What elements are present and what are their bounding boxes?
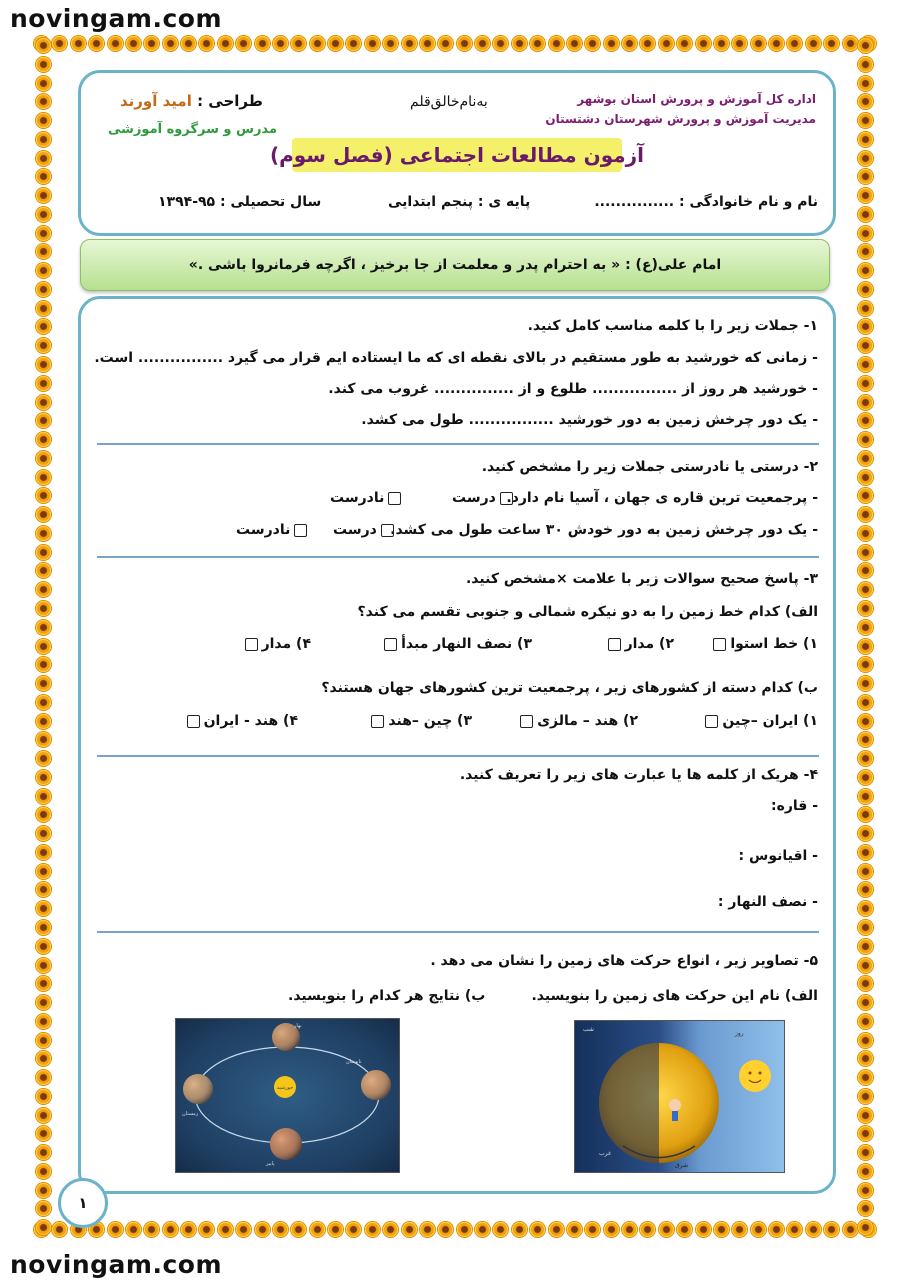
checkbox-icon[interactable]: [705, 715, 718, 728]
sunflower-icon: [291, 1222, 306, 1237]
sunflower-icon: [36, 1108, 51, 1123]
sunflower-icon: [858, 976, 873, 991]
sunflower-icon: [36, 395, 51, 410]
checkbox-icon[interactable]: [371, 715, 384, 728]
sunflower-icon: [659, 36, 674, 51]
sunflower-icon: [858, 169, 873, 184]
sunflower-icon: [858, 920, 873, 935]
exam-title: آزمون مطالعات اجتماعی (فصل سوم): [292, 138, 622, 172]
q3b-option[interactable]: ۴) هند - ایران: [183, 713, 298, 729]
sunflower-icon: [858, 1183, 873, 1198]
sunflower-icon: [108, 36, 123, 51]
sunflower-icon: [36, 1033, 51, 1048]
sunflower-icon: [858, 38, 873, 53]
q4-term: - اقیانوس :: [738, 848, 818, 864]
watermark-top: novingam.com: [10, 4, 222, 33]
sunflower-icon: [36, 1070, 51, 1085]
sunflower-icon: [36, 601, 51, 616]
sunflower-icon: [365, 36, 380, 51]
sunflower-icon: [365, 1222, 380, 1237]
sunflower-icon: [36, 939, 51, 954]
q3b-option[interactable]: ۳) چین –هند: [367, 713, 472, 729]
year-label: سال تحصیلی : ۹۵-۱۳۹۴: [158, 194, 322, 210]
sunflower-icon: [640, 1222, 655, 1237]
sunflower-icon: [36, 1201, 51, 1216]
sunflower-icon: [858, 1126, 873, 1141]
sunflower-icon: [858, 714, 873, 729]
night-label: شب: [583, 1026, 594, 1033]
sunflower-icon: [858, 319, 873, 334]
sunflower-icon: [218, 36, 233, 51]
sunflower-icon: [144, 36, 159, 51]
sunflower-icon: [36, 376, 51, 391]
q5-part-a: الف) نام این حرکت های زمین را بنویسید.: [531, 988, 818, 1004]
sunflower-icon: [585, 1222, 600, 1237]
sunflower-icon: [858, 695, 873, 710]
sunflower-icon: [163, 36, 178, 51]
sunflower-icon: [858, 1070, 873, 1085]
sunflower-icon: [714, 36, 729, 51]
sunflower-icon: [858, 620, 873, 635]
sunflower-icon: [36, 751, 51, 766]
sunflower-icon: [36, 732, 51, 747]
sunflower-icon: [438, 1222, 453, 1237]
sunflower-icon: [858, 582, 873, 597]
q3b-option[interactable]: ۱) ایران –چین: [701, 713, 818, 729]
sunflower-icon: [346, 1222, 361, 1237]
sunflower-icon: [36, 38, 51, 53]
office-line-2: مدیریت آموزش و پرورش شهرستان دشتستان: [545, 112, 816, 126]
sunflower-icon: [199, 36, 214, 51]
checkbox-icon[interactable]: [187, 715, 200, 728]
sunflower-icon: [36, 244, 51, 259]
sunflower-icon: [858, 939, 873, 954]
sunflower-icon: [36, 507, 51, 522]
sunflower-icon: [858, 770, 873, 785]
sunflower-icon: [858, 226, 873, 241]
sunflower-icon: [36, 807, 51, 822]
sunflower-icon: [858, 470, 873, 485]
sunflower-icon: [36, 1051, 51, 1066]
sunflower-icon: [36, 151, 51, 166]
sunflower-icon: [769, 36, 784, 51]
checkbox-icon[interactable]: [381, 524, 394, 537]
sunflower-icon: [858, 732, 873, 747]
sunflower-icon: [567, 36, 582, 51]
sunflower-icon: [787, 1222, 802, 1237]
sunflower-icon: [36, 451, 51, 466]
sunflower-icon: [310, 36, 325, 51]
q2-title: ۲- درستی یا نادرستی جملات زیر را مشخص کنید.: [481, 459, 818, 475]
sunflower-icon: [530, 1222, 545, 1237]
sunflower-icon: [218, 1222, 233, 1237]
sunflower-icon: [858, 958, 873, 973]
sunflower-icon: [604, 36, 619, 51]
sunflower-icon: [858, 376, 873, 391]
sunflower-icon: [236, 1222, 251, 1237]
sunflower-icon: [512, 1222, 527, 1237]
sunflower-icon: [806, 1222, 821, 1237]
designer: [120, 92, 263, 110]
sunflower-icon: [769, 1222, 784, 1237]
q3a-option[interactable]: ۱) خط استوا: [709, 636, 818, 652]
border-bottom: [34, 1222, 876, 1242]
sunflower-icon: [858, 113, 873, 128]
q2-item1-true[interactable]: درست: [452, 490, 517, 506]
sunflower-icon: [858, 301, 873, 316]
sunflower-icon: [36, 188, 51, 203]
sunflower-icon: [36, 770, 51, 785]
sunflower-icon: [858, 807, 873, 822]
sunflower-icon: [512, 36, 527, 51]
sunflower-icon: [36, 582, 51, 597]
sunflower-icon: [858, 207, 873, 222]
q2-item: - یک دور چرخش زمین به دور خودش ۳۰ ساعت طول می کشد.: [390, 522, 818, 538]
basmala: به‌نام‌خالق‌قلم: [410, 94, 488, 110]
sunflower-icon: [858, 1051, 873, 1066]
sunflower-icon: [567, 1222, 582, 1237]
east-label: شرق: [675, 1162, 688, 1169]
sunflower-icon: [36, 657, 51, 672]
sunflower-icon: [383, 36, 398, 51]
sunflower-icon: [291, 36, 306, 51]
sunflower-icon: [549, 1222, 564, 1237]
sunflower-icon: [732, 1222, 747, 1237]
q3b-option[interactable]: ۲) هند – مالزی: [516, 713, 638, 729]
sunflower-icon: [36, 338, 51, 353]
sunflower-icon: [858, 451, 873, 466]
sunflower-icon: [858, 1033, 873, 1048]
name-field[interactable]: نام و نام خانوادگی : ...............: [594, 194, 818, 210]
checkbox-icon[interactable]: [245, 638, 258, 651]
sunflower-icon: [622, 1222, 637, 1237]
sunflower-icon: [36, 413, 51, 428]
sunflower-icon: [858, 507, 873, 522]
earth-orbit-image: [175, 1018, 400, 1173]
sunflower-icon: [858, 188, 873, 203]
sunflower-icon: [36, 1145, 51, 1160]
sunflower-icon: [858, 639, 873, 654]
sunflower-icon: [36, 976, 51, 991]
q1-title: ۱- جملات زیر را با کلمه مناسب کامل کنید.: [527, 318, 818, 334]
sunflower-icon: [858, 601, 873, 616]
sunflower-icon: [36, 94, 51, 109]
sunflower-icon: [36, 1014, 51, 1029]
sunflower-icon: [402, 36, 417, 51]
sunflower-icon: [36, 826, 51, 841]
sunflower-icon: [858, 395, 873, 410]
q3a-question: الف) کدام خط زمین را به دو نیکره شمالی و جنوبی تقسم می کند؟: [357, 604, 818, 620]
checkbox-icon[interactable]: [500, 492, 513, 505]
sunflower-icon: [383, 1222, 398, 1237]
sunflower-icon: [36, 301, 51, 316]
sunflower-icon: [858, 545, 873, 560]
sunflower-icon: [696, 1222, 711, 1237]
autumn-label: پاییز: [266, 1161, 275, 1167]
sunflower-icon: [255, 1222, 270, 1237]
sunflower-icon: [36, 526, 51, 541]
sunflower-icon: [36, 676, 51, 691]
checkbox-icon[interactable]: [294, 524, 307, 537]
sunflower-icon: [36, 432, 51, 447]
sunflower-icon: [36, 113, 51, 128]
sunflower-icon: [36, 319, 51, 334]
sunflower-icon: [858, 995, 873, 1010]
sunflower-icon: [858, 94, 873, 109]
spring-label: بهار: [294, 1023, 302, 1029]
sunflower-icon: [824, 36, 839, 51]
sunflower-icon: [36, 226, 51, 241]
sunflower-icon: [36, 169, 51, 184]
separator: [97, 931, 819, 933]
sunflower-icon: [36, 1183, 51, 1198]
border-right: [858, 38, 878, 1236]
sunflower-icon: [310, 1222, 325, 1237]
watermark-bottom: novingam.com: [10, 1250, 222, 1279]
border-top: [34, 36, 876, 56]
quote-banner: امام علی(ع) : « به احترام پدر و معلمت از جا برخیز ، اگرچه فرمانروا باشی .»: [80, 239, 830, 291]
sunflower-icon: [858, 1145, 873, 1160]
sunflower-icon: [199, 1222, 214, 1237]
sunflower-icon: [530, 36, 545, 51]
q3a-option[interactable]: ۳) نصف النهار مبدأ: [380, 636, 532, 652]
sunflower-icon: [858, 1108, 873, 1123]
q2-item2-false[interactable]: نادرست: [236, 522, 311, 538]
sunflower-icon: [858, 789, 873, 804]
sunflower-icon: [714, 1222, 729, 1237]
sunflower-icon: [858, 57, 873, 72]
sunflower-icon: [402, 1222, 417, 1237]
sunflower-icon: [858, 1089, 873, 1104]
sunflower-icon: [144, 1222, 159, 1237]
sunflower-icon: [255, 36, 270, 51]
sunflower-icon: [858, 882, 873, 897]
sunflower-icon: [858, 864, 873, 879]
sunflower-icon: [36, 488, 51, 503]
grade-label: پایه ی : پنجم ابتدایی: [388, 194, 531, 210]
sunflower-icon: [36, 620, 51, 635]
sunflower-icon: [36, 1089, 51, 1104]
sunflower-icon: [858, 1220, 873, 1235]
sunflower-icon: [36, 864, 51, 879]
sunflower-icon: [858, 901, 873, 916]
sunflower-icon: [824, 1222, 839, 1237]
sunflower-icon: [549, 36, 564, 51]
sunflower-icon: [858, 1164, 873, 1179]
sunflower-icon: [36, 1164, 51, 1179]
q1-line: - خورشید هر روز از ................ طلوع و از ............... غروب می کند.: [328, 381, 818, 397]
checkbox-icon[interactable]: [384, 638, 397, 651]
sunflower-icon: [181, 36, 196, 51]
sunflower-icon: [659, 1222, 674, 1237]
sunflower-icon: [236, 36, 251, 51]
sunflower-icon: [493, 1222, 508, 1237]
sunflower-icon: [858, 338, 873, 353]
sunflower-icon: [858, 563, 873, 578]
sunflower-icon: [858, 132, 873, 147]
sunflower-icon: [475, 1222, 490, 1237]
sunflower-icon: [126, 1222, 141, 1237]
separator: [97, 556, 819, 558]
sunflower-icon: [273, 36, 288, 51]
sunflower-icon: [457, 36, 472, 51]
sunflower-icon: [36, 563, 51, 578]
sunflower-icon: [36, 639, 51, 654]
sunflower-icon: [858, 845, 873, 860]
sunflower-icon: [108, 1222, 123, 1237]
sunflower-icon: [843, 36, 858, 51]
sunflower-icon: [806, 36, 821, 51]
sunflower-icon: [858, 1014, 873, 1029]
separator: [97, 443, 819, 445]
sunflower-icon: [732, 36, 747, 51]
sunflower-icon: [181, 1222, 196, 1237]
sunflower-icon: [858, 282, 873, 297]
sunflower-icon: [585, 36, 600, 51]
sunflower-icon: [36, 207, 51, 222]
sunflower-icon: [126, 36, 141, 51]
sunflower-icon: [677, 1222, 692, 1237]
sunflower-icon: [858, 526, 873, 541]
sunflower-icon: [677, 36, 692, 51]
sunflower-icon: [858, 413, 873, 428]
sunflower-icon: [36, 57, 51, 72]
designer-name: امید آورند: [120, 92, 192, 110]
sunflower-icon: [36, 958, 51, 973]
q1-line: - یک دور چرخش زمین به دور خورشید ................ طول می کشد.: [361, 412, 818, 428]
sunflower-icon: [438, 36, 453, 51]
q1-line: - زمانی که خورشید به طور مستقیم در بالای نقطه ای که ما ایستاده ایم قرار می گیرد ................ است.: [94, 350, 818, 366]
checkbox-icon[interactable]: [713, 638, 726, 651]
sunflower-icon: [36, 995, 51, 1010]
sunflower-icon: [346, 36, 361, 51]
sunflower-icon: [36, 263, 51, 278]
summer-label: تابستان: [346, 1059, 362, 1065]
sunflower-icon: [858, 826, 873, 841]
west-label: غرب: [599, 1150, 612, 1157]
sunflower-icon: [751, 1222, 766, 1237]
sunflower-icon: [858, 657, 873, 672]
sunflower-icon: [36, 545, 51, 560]
sunflower-icon: [36, 920, 51, 935]
sunflower-icon: [858, 151, 873, 166]
sunflower-icon: [420, 36, 435, 51]
q2-item2-true[interactable]: درست: [333, 522, 398, 538]
checkbox-icon[interactable]: [520, 715, 533, 728]
q4-title: ۴- هریک از کلمه ها یا عبارت های زیر را تعریف کنید.: [459, 767, 818, 783]
sunflower-icon: [36, 470, 51, 485]
sunflower-icon: [858, 76, 873, 91]
sunflower-icon: [71, 36, 86, 51]
sunflower-icon: [36, 845, 51, 860]
sunflower-icon: [858, 488, 873, 503]
checkbox-icon[interactable]: [388, 492, 401, 505]
sunflower-icon: [493, 36, 508, 51]
sunflower-icon: [36, 132, 51, 147]
checkbox-icon[interactable]: [608, 638, 621, 651]
q4-term: - نصف النهار :: [717, 894, 818, 910]
sunflower-icon: [622, 36, 637, 51]
q5-part-b: ب) نتایج هر کدام را بنویسید.: [288, 988, 486, 1004]
sunflower-icon: [751, 36, 766, 51]
teacher-line: مدرس و سرگروه آموزشی: [108, 122, 277, 137]
q4-term: - قاره:: [770, 798, 818, 814]
q2-item1-false[interactable]: نادرست: [330, 490, 405, 506]
sunflower-icon: [328, 1222, 343, 1237]
sunflower-icon: [843, 1222, 858, 1237]
earth-rotation-image: [574, 1020, 785, 1173]
sunflower-icon: [89, 36, 104, 51]
q3a-option[interactable]: ۲) مدار: [604, 636, 674, 652]
winter-label: زمستان: [182, 1111, 199, 1117]
day-label: روز: [735, 1030, 744, 1037]
sunflower-icon: [36, 1220, 51, 1235]
sunflower-icon: [328, 36, 343, 51]
designer-label: طراحی :: [197, 92, 263, 110]
sunflower-icon: [36, 789, 51, 804]
sunflower-icon: [475, 36, 490, 51]
sunflower-icon: [273, 1222, 288, 1237]
sunflower-icon: [420, 1222, 435, 1237]
sunflower-icon: [858, 676, 873, 691]
sunflower-icon: [36, 1126, 51, 1141]
sunflower-icon: [36, 282, 51, 297]
sunflower-icon: [858, 432, 873, 447]
sunflower-icon: [163, 1222, 178, 1237]
sun-label: خورشید: [276, 1085, 294, 1091]
separator: [97, 755, 819, 757]
sunflower-icon: [858, 1201, 873, 1216]
q2-item: - پرجمعیت ترین قاره ی جهان ، آسیا نام دارد.: [506, 490, 818, 506]
sunflower-icon: [858, 751, 873, 766]
page-number: ۱: [58, 1178, 108, 1228]
sunflower-icon: [36, 882, 51, 897]
q3-title: ۳- پاسخ صحیح سوالات زیر با علامت ×مشخص کنید.: [465, 571, 818, 587]
sunflower-icon: [640, 36, 655, 51]
office-line-1: اداره کل آموزش و پرورش استان بوشهر: [577, 92, 816, 106]
sunflower-icon: [858, 357, 873, 372]
sunflower-icon: [36, 357, 51, 372]
sunflower-icon: [696, 36, 711, 51]
border-left: [36, 38, 56, 1236]
q3b-question: ب) کدام دسته از کشورهای زیر ، پرجمعیت ترین کشورهای جهان هستند؟: [321, 680, 818, 696]
sunflower-icon: [36, 714, 51, 729]
sunflower-icon: [604, 1222, 619, 1237]
sunflower-icon: [457, 1222, 472, 1237]
q5-title: ۵- تصاویر زیر ، انواع حرکت های زمین را نشان می دهد .: [430, 953, 818, 969]
sunflower-icon: [36, 901, 51, 916]
sunflower-icon: [36, 695, 51, 710]
sunflower-icon: [36, 76, 51, 91]
sunflower-icon: [858, 244, 873, 259]
sunflower-icon: [787, 36, 802, 51]
sunflower-icon: [858, 263, 873, 278]
q3a-option[interactable]: ۴) مدار: [241, 636, 311, 652]
